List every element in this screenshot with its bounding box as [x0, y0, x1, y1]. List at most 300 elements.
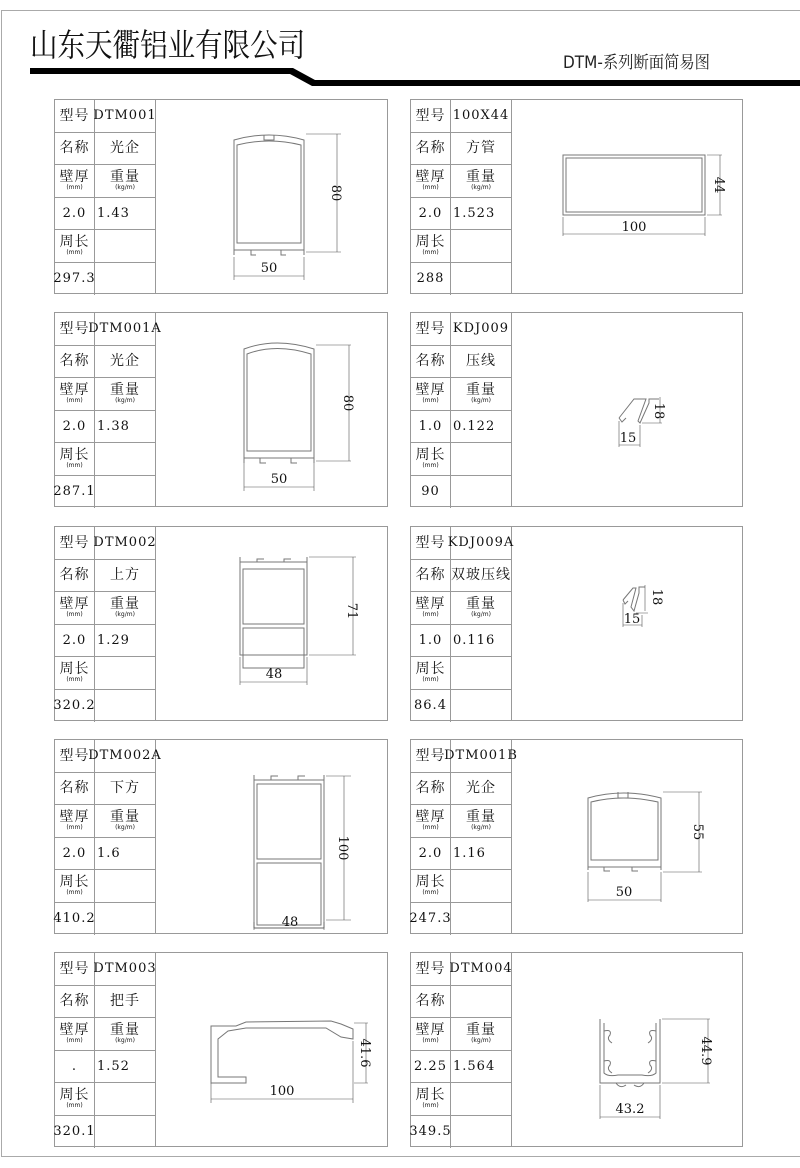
unit-text: (mm) [422, 676, 439, 684]
row-thickness-weight-values [55, 411, 155, 444]
value-weight [451, 1051, 513, 1083]
label-weight [95, 378, 155, 410]
label-weight [451, 805, 511, 837]
perimeter-value-blank [451, 1116, 511, 1149]
row-perimeter-header [411, 443, 511, 476]
label-text: 周长 [59, 661, 90, 678]
label-name [55, 346, 95, 378]
profile-card [410, 952, 743, 1147]
label-text: 壁厚 [415, 382, 446, 399]
value-model [95, 953, 155, 985]
label-text: 壁厚 [415, 1022, 446, 1039]
value-thickness [55, 198, 95, 230]
weight-value: 1.38 [97, 418, 130, 434]
header-rule [0, 0, 800, 100]
label-model [55, 100, 95, 132]
label-text: 周长 [415, 661, 446, 678]
label-perimeter [411, 1083, 451, 1115]
value-weight [451, 625, 513, 657]
label-text: 重量 [110, 809, 140, 826]
document-subtitle: DTM-系列断面简易图 [563, 53, 710, 73]
perimeter-blank [451, 1083, 511, 1115]
value-name [95, 560, 155, 592]
label-text: 重量 [466, 169, 496, 186]
unit-text: (mm) [422, 889, 439, 897]
label-name [55, 986, 95, 1018]
label-name [411, 346, 451, 378]
cross-section-svg [156, 953, 389, 1148]
label-perimeter [411, 870, 451, 902]
thickness-value: 2.0 [62, 205, 87, 221]
profile-card [54, 526, 388, 721]
label-text: 重量 [466, 809, 496, 826]
row-thickness-weight-header [55, 1018, 155, 1051]
row-perimeter-value [55, 1116, 155, 1149]
value-thickness [411, 1051, 451, 1083]
value-weight [95, 625, 157, 657]
thickness-value: 2.0 [418, 845, 443, 861]
row-name [55, 133, 155, 166]
model-value: KDJ009 [452, 321, 510, 337]
model-value: DTM001A [88, 321, 162, 337]
unit-text: (mm) [66, 462, 83, 470]
value-name [451, 560, 511, 592]
row-model [55, 953, 155, 986]
label-weight [451, 1018, 511, 1050]
cross-section-svg [156, 527, 389, 722]
weight-value: 0.122 [453, 418, 496, 434]
label-perimeter [55, 230, 95, 262]
name-value: 下方 [110, 780, 140, 797]
label-thickness [55, 378, 95, 410]
row-name [411, 346, 511, 379]
row-name [411, 986, 511, 1019]
profile-card [54, 952, 388, 1147]
row-thickness-weight-header [411, 592, 511, 625]
row-perimeter-header [55, 443, 155, 476]
profile-cross-section-drawing [512, 527, 742, 720]
label-text: 名称 [59, 140, 90, 157]
row-name [55, 346, 155, 379]
label-text: 型号 [59, 960, 90, 977]
perimeter-value-blank [95, 690, 155, 723]
thickness-value: 1.0 [418, 632, 443, 648]
profile-cross-section-drawing [512, 740, 742, 933]
dimension-label: 48 [281, 915, 299, 930]
profile-card [54, 312, 388, 507]
label-text: 名称 [59, 567, 90, 584]
unit-text: (kg/m) [471, 611, 491, 619]
spec-table [411, 953, 512, 1146]
label-text: 周长 [59, 1087, 90, 1104]
row-model [55, 740, 162, 773]
label-name [411, 986, 451, 1018]
profile-cross-section-drawing [512, 953, 742, 1146]
dimension-label: 100 [269, 1084, 295, 1099]
value-model [451, 953, 511, 985]
unit-text: (mm) [66, 676, 83, 684]
value-name [95, 773, 155, 805]
label-perimeter [411, 443, 451, 475]
unit-text: (mm) [66, 1037, 83, 1045]
dimension-label: 71 [344, 602, 359, 620]
weight-value: 1.6 [97, 845, 121, 861]
value-weight [451, 411, 513, 443]
perimeter-value-blank [451, 690, 511, 723]
perimeter-value-blank [95, 263, 155, 296]
value-name [95, 986, 155, 1018]
spec-table [53, 313, 162, 506]
label-weight [451, 378, 511, 410]
unit-text: (mm) [66, 824, 83, 832]
model-value: DTM002 [93, 535, 157, 551]
row-thickness-weight-values [55, 1051, 155, 1084]
label-perimeter [55, 870, 95, 902]
value-perimeter [411, 690, 451, 723]
dimension-label: 18 [651, 402, 666, 420]
profile-cross-section-drawing [156, 313, 387, 506]
value-thickness [411, 411, 451, 443]
thickness-value: 2.25 [414, 1058, 447, 1074]
label-text: 型号 [415, 747, 446, 764]
dimension-label: 50 [270, 472, 288, 487]
unit-text: (kg/m) [115, 611, 135, 619]
weight-value: 1.523 [453, 205, 496, 221]
perimeter-blank [451, 870, 511, 902]
cross-section-svg [156, 100, 389, 295]
dimension-label: 50 [615, 885, 633, 900]
label-text: 重量 [466, 1022, 496, 1039]
label-thickness [411, 165, 451, 197]
label-perimeter [411, 230, 451, 262]
cross-section-svg [512, 527, 744, 722]
dimension-label: 15 [623, 612, 641, 627]
row-perimeter-value [55, 263, 155, 296]
label-thickness [411, 1018, 451, 1050]
unit-text: (mm) [422, 249, 439, 257]
label-text: 型号 [59, 320, 90, 337]
unit-text: (kg/m) [471, 397, 491, 405]
label-text: 型号 [415, 107, 446, 124]
value-weight [95, 198, 157, 230]
label-text: 型号 [59, 747, 90, 764]
row-thickness-weight-header [55, 805, 155, 838]
model-value: 100X44 [452, 108, 510, 124]
label-perimeter [55, 657, 95, 689]
unit-text: (mm) [422, 824, 439, 832]
thickness-value: 1.0 [418, 418, 443, 434]
label-text: 周长 [59, 447, 90, 464]
unit-text: (kg/m) [471, 824, 491, 832]
label-text: 型号 [59, 534, 90, 551]
perimeter-value-blank [451, 476, 511, 509]
value-model [451, 100, 511, 132]
label-name [55, 133, 95, 165]
label-text: 重量 [110, 382, 140, 399]
row-model [411, 527, 515, 560]
label-text: 型号 [415, 960, 446, 977]
row-perimeter-value [411, 690, 511, 723]
label-text: 壁厚 [59, 1022, 90, 1039]
spec-table [55, 527, 156, 720]
perimeter-blank [451, 230, 511, 262]
label-text: 重量 [466, 596, 496, 613]
label-text: 壁厚 [59, 382, 90, 399]
model-value: DTM004 [449, 961, 513, 977]
unit-text: (kg/m) [115, 824, 135, 832]
spec-table [53, 740, 162, 933]
dimension-label: 55 [690, 823, 705, 841]
value-thickness [55, 411, 95, 443]
value-model [88, 740, 162, 772]
unit-text: (mm) [422, 397, 439, 405]
row-perimeter-value [55, 476, 155, 509]
perimeter-value: 287.1 [53, 484, 96, 500]
label-text: 周长 [59, 234, 90, 251]
unit-text: (mm) [422, 1037, 439, 1045]
thickness-value: 2.0 [62, 418, 87, 434]
value-thickness [411, 625, 451, 657]
label-text: 周长 [415, 447, 446, 464]
row-model [411, 313, 511, 346]
row-perimeter-header [411, 230, 511, 263]
perimeter-value-blank [95, 476, 155, 509]
thickness-value: 2.0 [62, 845, 87, 861]
value-perimeter [55, 263, 95, 296]
label-model [411, 953, 451, 985]
value-perimeter [411, 263, 451, 296]
unit-text: (mm) [66, 611, 83, 619]
value-perimeter [411, 903, 451, 936]
row-thickness-weight-values [411, 198, 511, 231]
perimeter-blank [95, 870, 155, 902]
value-weight [95, 838, 157, 870]
perimeter-value-blank [451, 263, 511, 296]
row-thickness-weight-values [55, 625, 155, 658]
label-model [411, 100, 451, 132]
unit-text: (mm) [66, 1102, 83, 1110]
perimeter-value: 320.2 [53, 698, 96, 714]
dimension-label: 44.9 [698, 1036, 713, 1066]
row-model [55, 313, 162, 346]
label-text: 名称 [59, 780, 90, 797]
spec-table [411, 100, 512, 293]
label-thickness [55, 1018, 95, 1050]
weight-value: 1.16 [453, 845, 486, 861]
unit-text: (mm) [422, 462, 439, 470]
name-value: 压线 [466, 353, 496, 370]
row-model [411, 953, 511, 986]
spec-table [411, 527, 515, 720]
label-weight [95, 1018, 155, 1050]
model-value: KDJ009A [447, 535, 515, 551]
label-text: 周长 [415, 1087, 446, 1104]
cross-section-svg [156, 740, 389, 935]
perimeter-value: 320.1 [53, 1124, 96, 1140]
dimension-label: 41.6 [357, 1038, 372, 1068]
name-value: 光企 [110, 353, 140, 370]
row-name [55, 986, 155, 1019]
label-weight [95, 165, 155, 197]
row-perimeter-header [55, 657, 155, 690]
label-thickness [411, 805, 451, 837]
row-thickness-weight-values [55, 198, 155, 231]
label-weight [451, 592, 511, 624]
value-model [447, 527, 515, 559]
row-thickness-weight-values [411, 1051, 511, 1084]
label-text: 名称 [415, 993, 446, 1010]
model-value: DTM001 [93, 108, 157, 124]
unit-text: (mm) [66, 889, 83, 897]
label-text: 壁厚 [415, 809, 446, 826]
name-value: 上方 [110, 567, 140, 584]
profile-cross-section-drawing [512, 313, 742, 506]
value-model [88, 313, 162, 345]
value-thickness [55, 838, 95, 870]
model-value: DTM002A [88, 748, 162, 764]
name-value: 把手 [110, 993, 140, 1010]
perimeter-value-blank [95, 1116, 155, 1149]
label-text: 壁厚 [415, 169, 446, 186]
label-weight [95, 805, 155, 837]
value-name [451, 773, 511, 805]
dimension-label: 18 [649, 588, 664, 606]
label-text: 重量 [110, 596, 140, 613]
model-value: DTM001B [444, 748, 518, 764]
spec-table [409, 740, 518, 933]
row-thickness-weight-header [55, 592, 155, 625]
profile-card [410, 99, 743, 294]
value-name [95, 133, 155, 165]
value-name [451, 986, 511, 1018]
dimension-label: 15 [619, 431, 637, 446]
perimeter-blank [95, 657, 155, 689]
value-model [95, 527, 155, 559]
perimeter-value: 90 [421, 484, 440, 500]
row-perimeter-value [411, 476, 511, 509]
row-perimeter-header [55, 1083, 155, 1116]
label-text: 壁厚 [59, 169, 90, 186]
name-value: 光企 [110, 140, 140, 157]
perimeter-value: 247.3 [409, 911, 452, 927]
label-text: 名称 [415, 353, 446, 370]
perimeter-value: 410.2 [53, 911, 96, 927]
label-model [55, 527, 95, 559]
weight-value: 0.116 [453, 632, 496, 648]
dimension-label: 48 [265, 667, 283, 682]
value-thickness [411, 838, 451, 870]
row-thickness-weight-header [411, 805, 511, 838]
unit-text: (mm) [66, 397, 83, 405]
spec-table [411, 313, 512, 506]
weight-value: 1.29 [97, 632, 130, 648]
label-perimeter [55, 1083, 95, 1115]
row-name [411, 133, 511, 166]
cross-section-svg [512, 953, 744, 1148]
row-model [55, 527, 155, 560]
label-text: 名称 [415, 567, 446, 584]
label-perimeter [411, 657, 451, 689]
perimeter-value: 288 [416, 271, 445, 287]
value-name [451, 133, 511, 165]
label-text: 周长 [415, 234, 446, 251]
value-model [444, 740, 518, 772]
profile-cross-section-drawing [156, 100, 387, 293]
value-perimeter [55, 1116, 95, 1149]
row-thickness-weight-values [55, 838, 155, 871]
value-weight [95, 1051, 157, 1083]
name-value: 光企 [466, 780, 496, 797]
row-model [411, 740, 518, 773]
perimeter-blank [95, 1083, 155, 1115]
label-thickness [55, 165, 95, 197]
value-perimeter [55, 903, 95, 936]
spec-table [55, 100, 156, 293]
unit-text: (kg/m) [115, 1037, 135, 1045]
value-weight [95, 411, 157, 443]
label-thickness [55, 805, 95, 837]
label-text: 壁厚 [59, 596, 90, 613]
row-thickness-weight-header [55, 378, 155, 411]
row-perimeter-header [411, 1083, 511, 1116]
label-name [55, 560, 95, 592]
label-model [411, 313, 451, 345]
row-name [55, 560, 155, 593]
dimension-label: 100 [335, 835, 350, 861]
unit-text: (mm) [422, 1102, 439, 1110]
label-thickness [411, 378, 451, 410]
row-perimeter-header [411, 657, 511, 690]
label-perimeter [55, 443, 95, 475]
profile-card [54, 739, 388, 934]
label-text: 壁厚 [59, 809, 90, 826]
row-perimeter-value [411, 263, 511, 296]
unit-text: (mm) [66, 184, 83, 192]
spec-table [55, 953, 156, 1146]
profile-cross-section-drawing [156, 953, 387, 1146]
value-perimeter [411, 1116, 451, 1149]
label-text: 名称 [415, 140, 446, 157]
label-weight [451, 165, 511, 197]
row-thickness-weight-header [55, 165, 155, 198]
cross-section-svg [156, 313, 389, 508]
value-thickness [55, 1051, 95, 1083]
unit-text: (kg/m) [471, 1037, 491, 1045]
weight-value: 1.52 [97, 1058, 130, 1074]
dimension-label: 44 [711, 176, 726, 194]
row-name [55, 773, 155, 806]
label-text: 型号 [415, 320, 446, 337]
row-model [411, 100, 511, 133]
row-thickness-weight-values [411, 411, 511, 444]
row-perimeter-value [411, 903, 511, 936]
row-perimeter-value [55, 690, 155, 723]
perimeter-blank [451, 443, 511, 475]
perimeter-blank [451, 657, 511, 689]
value-thickness [411, 198, 451, 230]
weight-value: 1.564 [453, 1058, 496, 1074]
name-value: 方管 [466, 140, 496, 157]
profile-cross-section-drawing [156, 527, 387, 720]
unit-text: (kg/m) [471, 184, 491, 192]
label-model [411, 527, 451, 559]
value-name [95, 346, 155, 378]
label-text: 重量 [466, 382, 496, 399]
profile-card [54, 99, 388, 294]
unit-text: (mm) [422, 184, 439, 192]
label-weight [95, 592, 155, 624]
company-name: 山东天衢铝业有限公司 [30, 26, 306, 64]
